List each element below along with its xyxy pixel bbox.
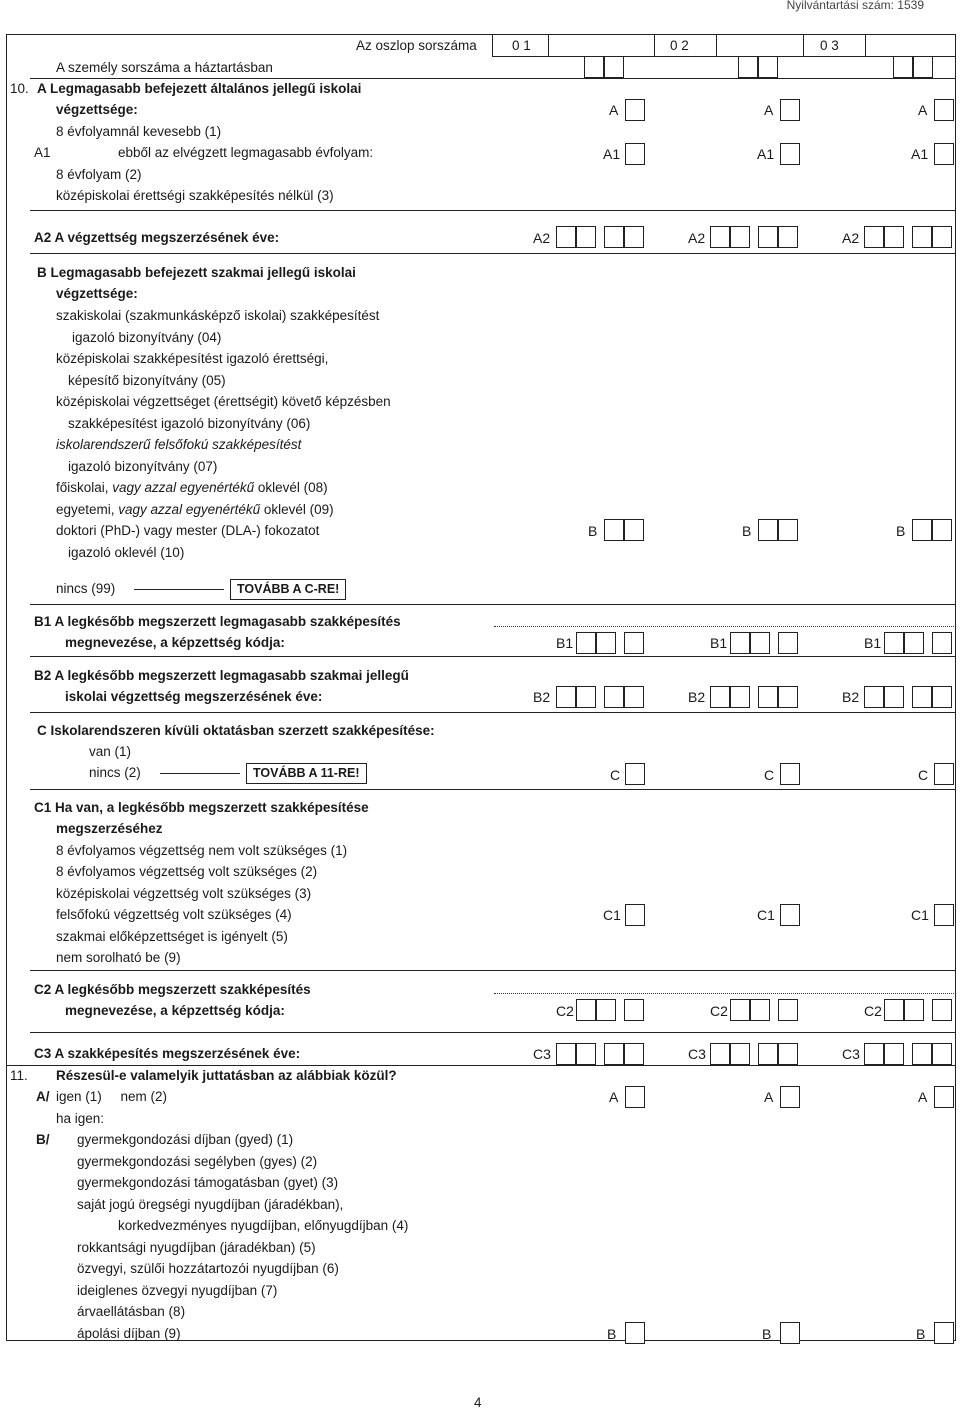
q10-b-option: igazoló bizonyítvány (04) <box>72 330 222 345</box>
col-sep <box>654 34 655 56</box>
year-box[interactable] <box>912 226 932 248</box>
q10-b-option: szakképesítést igazoló bizonyítvány (06) <box>68 416 311 431</box>
row-divider <box>30 789 956 790</box>
mark-b: B <box>896 523 906 539</box>
mark-a2: A2 <box>533 230 551 246</box>
col-sep <box>716 34 717 56</box>
q10-c1-option: felsőfokú végzettség volt szükséges (4) <box>56 907 292 922</box>
answer-box-a1[interactable] <box>780 143 800 165</box>
year-box[interactable] <box>932 1043 952 1065</box>
q10-b2-title-2: iskolai végzettség megszerzésének éve: <box>65 689 323 704</box>
year-box[interactable] <box>730 1043 750 1065</box>
mark-c3: C3 <box>842 1046 860 1062</box>
year-box[interactable] <box>604 226 624 248</box>
code-box[interactable] <box>932 632 952 654</box>
q11-b-option: rokkantsági nyugdíjban (járadékban) (5) <box>77 1240 316 1255</box>
mark-a: A <box>764 1089 774 1105</box>
answer-box-b[interactable] <box>934 1322 954 1344</box>
answer-box-b[interactable] <box>780 1322 800 1344</box>
code-box[interactable] <box>624 999 644 1021</box>
mark-b: B <box>762 1326 772 1342</box>
q10-c2-title: C2 A legkésőbb megszerzett szakképesítés <box>34 982 311 997</box>
row-divider <box>30 970 956 971</box>
year-box[interactable] <box>864 1043 884 1065</box>
code-box[interactable] <box>932 999 952 1021</box>
row-divider <box>30 210 956 211</box>
row-divider <box>30 712 956 713</box>
mark-b: B <box>916 1326 926 1342</box>
answer-box-a[interactable] <box>934 99 954 121</box>
answer-box-c1[interactable] <box>625 904 645 926</box>
code-box[interactable] <box>884 632 904 654</box>
year-box[interactable] <box>758 226 778 248</box>
year-box[interactable] <box>912 1043 932 1065</box>
person-box[interactable] <box>893 56 913 78</box>
year-box[interactable] <box>778 686 798 708</box>
answer-box-a1[interactable] <box>934 143 954 165</box>
code-box[interactable] <box>884 999 904 1021</box>
mark-b1: B1 <box>864 635 882 651</box>
frame-right <box>955 34 956 1340</box>
frame-top <box>6 34 956 35</box>
q10-c-option: nincs (2) <box>89 765 141 780</box>
goto-arrow-line <box>160 773 240 774</box>
q10-a-title: A Legmagasabb befejezett általános jellegű iskolai <box>37 81 362 96</box>
mark-a: A <box>609 102 619 118</box>
q10-b-option: középiskolai szakképesítést igazoló érettségi, <box>56 351 329 366</box>
col-sep <box>492 34 493 56</box>
col-header-bottom <box>492 56 956 57</box>
mark-c2: C2 <box>710 1003 728 1019</box>
q10-c-option: van (1) <box>89 744 132 759</box>
answer-box-a[interactable] <box>780 99 800 121</box>
mark-c3: C3 <box>533 1046 551 1062</box>
q10-a1-text: ebből az elvégzett legmagasabb évfolyam: <box>118 145 374 160</box>
code-box[interactable] <box>596 999 616 1021</box>
mark-c2: C2 <box>556 1003 574 1019</box>
q11-if-yes: ha igen: <box>56 1111 105 1126</box>
year-box[interactable] <box>778 1043 798 1065</box>
row-divider <box>6 1065 956 1066</box>
code-box[interactable] <box>904 999 924 1021</box>
registry-number: Nyilvántartási szám: 1539 <box>786 0 924 12</box>
column-id-3: 0 3 <box>820 38 839 53</box>
row-divider <box>30 253 956 254</box>
answer-box-c1[interactable] <box>934 904 954 926</box>
mark-b1: B1 <box>556 635 574 651</box>
mark-c: C <box>918 767 929 783</box>
person-box[interactable] <box>913 56 933 78</box>
mark-c1: C1 <box>757 907 775 923</box>
year-box[interactable] <box>624 686 644 708</box>
mark-a1: A1 <box>911 146 929 162</box>
answer-box-a[interactable] <box>934 1086 954 1108</box>
col-sep <box>865 34 866 56</box>
frame-left <box>6 34 7 1340</box>
q10-b-title: B Legmagasabb befejezett szakmai jellegű iskolai <box>37 265 356 280</box>
column-id-1: 0 1 <box>512 38 531 53</box>
year-box[interactable] <box>604 686 624 708</box>
q11-b-option: özvegyi, szülői hozzátartozói nyugdíjban (6) <box>77 1261 339 1276</box>
mark-c1: C1 <box>911 907 929 923</box>
q10-c1-option: középiskolai végzettség volt szükséges (3) <box>56 886 312 901</box>
q11-b-option: ideiglenes özvegyi nyugdíjban (7) <box>77 1283 278 1298</box>
mark-a: A <box>918 1089 928 1105</box>
year-box[interactable] <box>884 1043 904 1065</box>
q10-b-option-08: főiskolai, vagy azzal egyenértékű oklevél (08) <box>56 480 328 495</box>
q10-c1-option: szakmai előképzettséget is igényelt (5) <box>56 929 288 944</box>
person-number-label: A személy sorszáma a háztartásban <box>56 60 273 75</box>
q10-b-option: igazoló oklevél (10) <box>68 545 185 560</box>
year-box[interactable] <box>864 686 884 708</box>
mark-a1: A1 <box>603 146 621 162</box>
q10-a1-code: A1 <box>34 145 51 160</box>
year-box[interactable] <box>556 226 576 248</box>
q11-b-option: gyermekgondozási díjban (gyed) (1) <box>77 1132 294 1147</box>
code-box[interactable] <box>778 999 798 1021</box>
year-box[interactable] <box>576 226 596 248</box>
q10-b1-title: B1 A legkésőbb megszerzett legmagasabb szakképesítés <box>34 614 401 629</box>
row-divider <box>30 78 956 79</box>
year-box[interactable] <box>556 1043 576 1065</box>
q10-c1-option: 8 évfolyamos végzettség nem volt szükséges (1) <box>56 843 348 858</box>
mark-b2: B2 <box>533 689 551 705</box>
year-box[interactable] <box>730 686 750 708</box>
answer-box-c[interactable] <box>780 763 800 785</box>
mark-a: A <box>764 102 774 118</box>
year-box[interactable] <box>556 686 576 708</box>
q11-b-code: B/ <box>36 1132 50 1147</box>
row-divider <box>30 604 956 605</box>
year-box[interactable] <box>624 1043 644 1065</box>
year-box[interactable] <box>884 686 904 708</box>
q10-b-option: középiskolai végzettséget (érettségit) követő képzésben <box>56 394 391 409</box>
year-box[interactable] <box>576 686 596 708</box>
mark-a: A <box>609 1089 619 1105</box>
code-box[interactable] <box>778 632 798 654</box>
question-number-10: 10. <box>10 81 29 96</box>
q10-b-option: igazoló bizonyítvány (07) <box>68 459 218 474</box>
q11-b-option: ápolási díjban (9) <box>77 1326 181 1341</box>
year-box[interactable] <box>932 226 952 248</box>
year-box[interactable] <box>710 686 730 708</box>
col-sep <box>803 34 804 56</box>
q10-b-option: képesítő bizonyítvány (05) <box>68 373 226 388</box>
mark-b: B <box>742 523 752 539</box>
year-box[interactable] <box>576 1043 596 1065</box>
q10-b-option: iskolarendszerű felsőfokú szakképesítést <box>56 437 302 452</box>
answer-box-a[interactable] <box>625 99 645 121</box>
q10-c1-option: 8 évfolyamos végzettség volt szükséges (2) <box>56 864 318 879</box>
answer-box-c[interactable] <box>934 763 954 785</box>
code-box[interactable] <box>730 999 750 1021</box>
mark-c: C <box>610 767 621 783</box>
q10-b-option: doktori (PhD-) vagy mester (DLA-) fokozatot <box>56 523 320 538</box>
q11-b-option: saját jogú öregségi nyugdíjban (járadékban), <box>77 1197 344 1212</box>
goto-11-box: TOVÁBB A 11-RE! <box>246 763 367 784</box>
q10-c-title: C Iskolarendszeren kívüli oktatásban szerzett szakképesítése: <box>37 723 435 738</box>
answer-box-b[interactable] <box>912 519 932 541</box>
q10-c2-title-2: megnevezése, a képzettség kódja: <box>65 1003 285 1018</box>
year-box[interactable] <box>710 1043 730 1065</box>
mark-a2: A2 <box>842 230 860 246</box>
q11-b-option: árvaellátásban (8) <box>77 1304 186 1319</box>
q10-b2-title: B2 A legkésőbb megszerzett legmagasabb szakmai jellegű <box>34 668 409 683</box>
q10-b-title-2: végzettsége: <box>56 286 138 301</box>
q10-c1-title: C1 Ha van, a legkésőbb megszerzett szakképesítése <box>34 800 369 815</box>
q10-b1-title-2: megnevezése, a képzettség kódja: <box>65 635 285 650</box>
code-box[interactable] <box>624 632 644 654</box>
mark-b2: B2 <box>842 689 860 705</box>
mark-a: A <box>918 102 928 118</box>
q11-b-option: gyermekgondozási támogatásban (gyet) (3) <box>77 1175 339 1190</box>
answer-box-b[interactable] <box>624 519 644 541</box>
year-box[interactable] <box>624 226 644 248</box>
code-box[interactable] <box>596 632 616 654</box>
code-box[interactable] <box>576 632 596 654</box>
year-box[interactable] <box>604 1043 624 1065</box>
year-box[interactable] <box>912 686 932 708</box>
answer-box-c[interactable] <box>625 763 645 785</box>
year-box[interactable] <box>730 226 750 248</box>
q10-c3-title: C3 A szakképesítés megszerzésének éve: <box>34 1046 301 1061</box>
answer-box-a1[interactable] <box>625 143 645 165</box>
q10-a-title-2: végzettsége: <box>56 102 138 117</box>
mark-c3: C3 <box>688 1046 706 1062</box>
q11-title: Részesül-e valamelyik juttatásban az alábbiak közül? <box>56 1068 397 1083</box>
year-box[interactable] <box>932 686 952 708</box>
answer-box-b[interactable] <box>758 519 778 541</box>
q10-b-option-09: egyetemi, vagy azzal egyenértékű oklevél (09) <box>56 502 334 517</box>
code-box[interactable] <box>730 632 750 654</box>
question-number-11: 11. <box>10 1068 28 1083</box>
answer-box-b[interactable] <box>604 519 624 541</box>
code-box[interactable] <box>750 632 770 654</box>
year-box[interactable] <box>864 226 884 248</box>
answer-box-c1[interactable] <box>780 904 800 926</box>
code-box[interactable] <box>576 999 596 1021</box>
q10-c1-title-2: megszerzéséhez <box>56 821 163 836</box>
column-number-label: Az oszlop sorszáma <box>356 38 477 53</box>
q10-a-option: 8 évfolyamnál kevesebb (1) <box>56 124 222 139</box>
mark-b: B <box>607 1326 617 1342</box>
code-box[interactable] <box>750 999 770 1021</box>
mark-b2: B2 <box>688 689 706 705</box>
year-box[interactable] <box>778 226 798 248</box>
mark-b1: B1 <box>710 635 728 651</box>
answer-box-a[interactable] <box>625 1086 645 1108</box>
code-box[interactable] <box>904 632 924 654</box>
row-divider <box>30 656 956 657</box>
goto-c-box: TOVÁBB A C-RE! <box>230 579 346 600</box>
mark-c2: C2 <box>864 1003 882 1019</box>
q11-a-options: igen (1) nem (2) <box>56 1089 168 1104</box>
year-box[interactable] <box>758 1043 778 1065</box>
q11-a-code: A/ <box>36 1089 50 1104</box>
year-box[interactable] <box>758 686 778 708</box>
mark-b: B <box>588 523 598 539</box>
mark-a1: A1 <box>757 146 775 162</box>
year-box[interactable] <box>884 226 904 248</box>
answer-box-a[interactable] <box>780 1086 800 1108</box>
q10-b-option: szakiskolai (szakmunkásképző iskolai) szakképesítést <box>56 308 380 323</box>
goto-arrow-line <box>134 589 224 590</box>
q10-c1-option: nem sorolható be (9) <box>56 950 181 965</box>
q10-a-option: 8 évfolyam (2) <box>56 167 142 182</box>
name-entry-line <box>494 993 954 994</box>
q10-a-option: középiskolai érettségi szakképesítés nélkül (3) <box>56 188 334 203</box>
q10-b-none: nincs (99) <box>56 581 116 596</box>
person-box[interactable] <box>738 56 758 78</box>
q10-a2-title: A2 A végzettség megszerzésének éve: <box>34 230 280 245</box>
person-box[interactable] <box>758 56 778 78</box>
page-number: 4 <box>474 1395 482 1410</box>
year-box[interactable] <box>710 226 730 248</box>
col-sep <box>548 34 549 56</box>
mark-c: C <box>764 767 775 783</box>
person-box[interactable] <box>584 56 604 78</box>
name-entry-line <box>494 626 954 627</box>
mark-a2: A2 <box>688 230 706 246</box>
q11-b-option: gyermekgondozási segélyben (gyes) (2) <box>77 1154 318 1169</box>
person-box[interactable] <box>604 56 624 78</box>
q11-b-option: korkedvezményes nyugdíjban, előnyugdíjban (4) <box>118 1218 409 1233</box>
answer-box-b[interactable] <box>778 519 798 541</box>
answer-box-b[interactable] <box>932 519 952 541</box>
mark-c1: C1 <box>603 907 621 923</box>
answer-box-b[interactable] <box>625 1322 645 1344</box>
row-divider <box>30 1032 956 1033</box>
column-id-2: 0 2 <box>670 38 689 53</box>
